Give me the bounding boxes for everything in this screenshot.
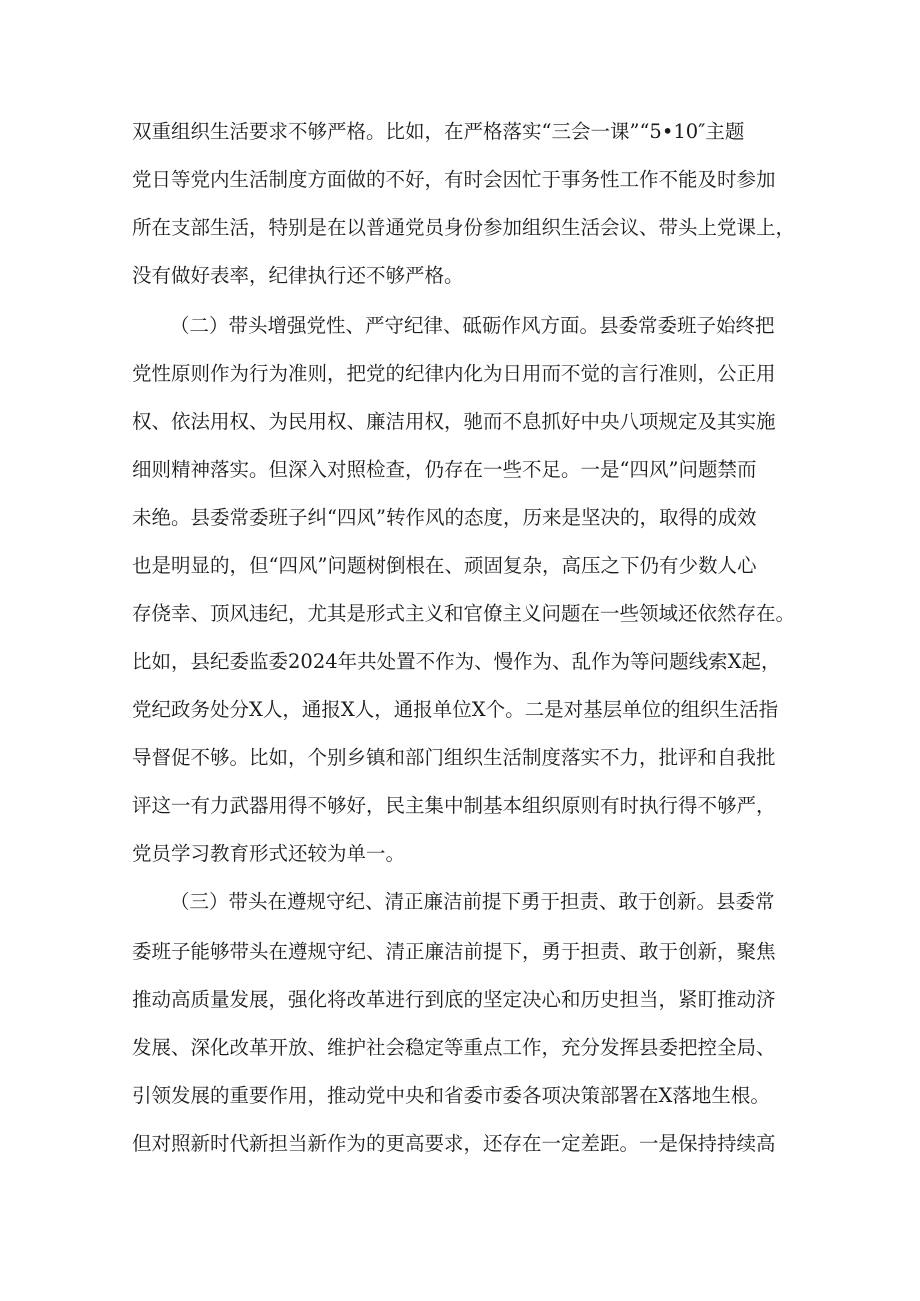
paragraph-line: 但对照新时代新担当新作为的更高要求，还存在一定差距。一是保持持续高	[132, 1132, 776, 1155]
paragraph-line: 所在支部生活，特别是在以普通党员身份参加组织生活会议、带头上党课上，	[132, 216, 796, 239]
section-heading-line: （三）带头在遵规守纪、清正廉洁前提下勇于担责、敢于创新。县委常	[170, 890, 775, 913]
paragraph-line: 存侥幸、顶风违纪，尤其是形式主义和官僚主义问题在一些领域还依然存在。	[132, 602, 796, 625]
paragraph-line: 党员学习教育形式还较为单一。	[132, 842, 406, 865]
paragraph-line: 双重组织生活要求不够严格。比如，在严格落实“三会一课”“5•10″主题	[132, 120, 745, 143]
paragraph-line: 比如，县纪委监委2024年共处置不作为、慢作为、乱作为等问题线索X起，	[132, 650, 781, 673]
paragraph-line: 党纪政务处分X人，通报X人，通报单位X个。二是对基层单位的组织生活指	[132, 698, 779, 721]
paragraph-line: 评这一有力武器用得不够好，民主集中制基本组织原则有时执行得不够严，	[132, 794, 776, 817]
paragraph-line: 导督促不够。比如，个别乡镇和部门组织生活制度落实不力，批评和自我批	[132, 746, 776, 769]
paragraph-line: 没有做好表率，纪律执行还不够严格。	[132, 264, 464, 287]
paragraph-line: 引领发展的重要作用，推动党中央和省委市委各项决策部署在X落地生根。	[132, 1084, 770, 1107]
paragraph-line: 推动高质量发展，强化将改革进行到底的坚定决心和历史担当，紧盯推动济	[132, 988, 776, 1011]
paragraph-line: 党日等党内生活制度方面做的不好，有时会因忙于事务性工作不能及时参加	[132, 168, 776, 191]
paragraph-line: 发展、深化改革开放、维护社会稳定等重点工作，充分发挥县委把控全局、	[132, 1036, 776, 1059]
paragraph-line: 权、依法用权、为民用权、廉洁用权，驰而不息抓好中央八项规定及其实施	[132, 410, 776, 433]
section-heading-line: （二）带头增强党性、严守纪律、砥砺作风方面。县委常委班子始终把	[170, 314, 775, 337]
paragraph-line: 也是明显的，但“四风”问题树倒根在、顽固复杂，高压之下仍有少数人心	[132, 554, 757, 577]
paragraph-line: 细则精神落实。但深入对照检查，仍存在一些不足。一是“四风”问题禁而	[132, 458, 757, 481]
paragraph-line: 委班子能够带头在遵规守纪、清正廉洁前提下，勇于担责、敢于创新，聚焦	[132, 940, 776, 963]
paragraph-line: 党性原则作为行为准则，把党的纪律内化为日用而不觉的言行准则，公正用	[132, 362, 776, 385]
paragraph-line: 未绝。县委常委班子纠“四风”转作风的态度，历来是坚决的，取得的成效	[132, 506, 757, 529]
